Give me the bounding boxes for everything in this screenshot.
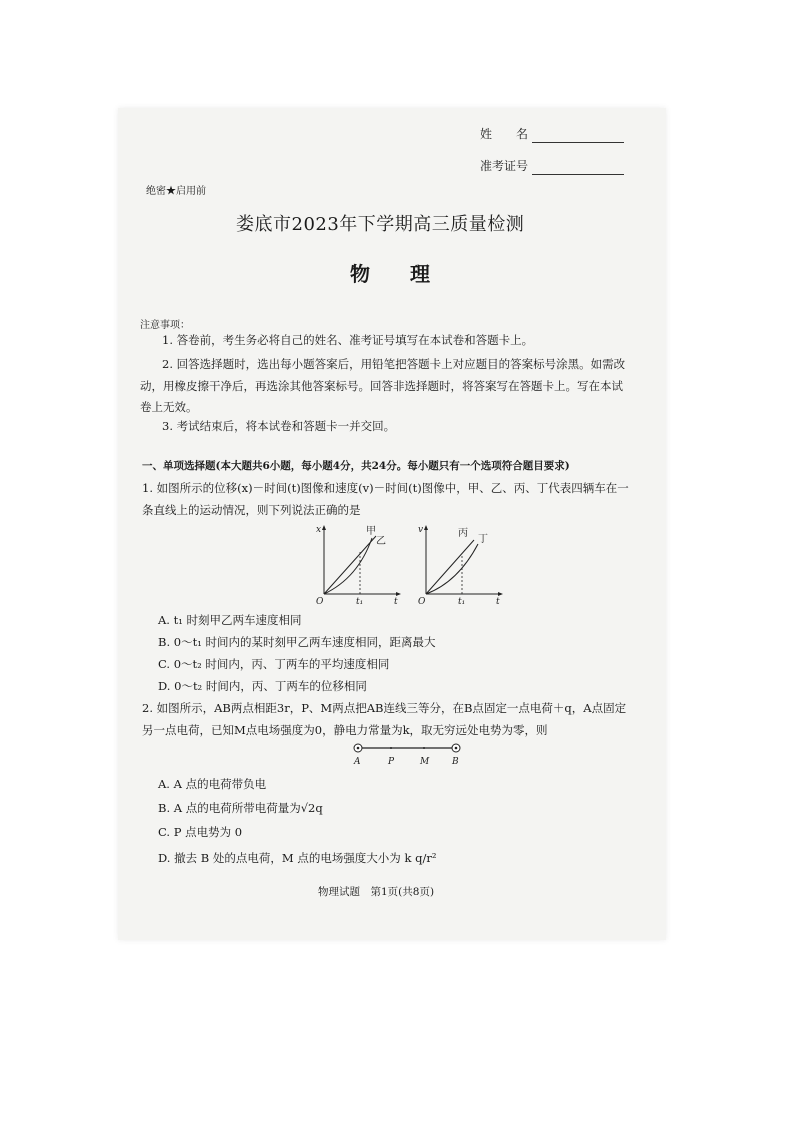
notice-item: 动，用橡皮擦干净后，再选涂其他答案标号。回答非选择题时，将答案写在答题卡上。写在本试 xyxy=(140,379,623,393)
point-p: P xyxy=(388,757,395,767)
label-jia: 甲 xyxy=(366,526,376,537)
point-b: B xyxy=(452,757,459,767)
left-y-label: x xyxy=(316,525,322,535)
q2-stem: 另一点电荷，已知M点电场强度为0，静电力常量为k，取无穷远处电势为零，则 xyxy=(142,723,548,737)
name-label: 姓 名 xyxy=(480,127,529,141)
exam-title: 娄底市2023年下学期高三质量检测 xyxy=(236,214,525,235)
q2-diagram xyxy=(346,740,466,768)
subject-title: 物 理 xyxy=(350,262,430,286)
point-m: M xyxy=(420,757,430,767)
q2-option-d: D. 撤去 B 处的点电荷，M 点的电场强度大小为 k q/r² xyxy=(158,851,437,865)
q1-graphs xyxy=(308,522,508,606)
point-a: A xyxy=(354,757,361,767)
page-footer: 物理试题 第1页(共8页) xyxy=(318,886,435,898)
notice-item: 3. 考试结束后，将本试卷和答题卡一并交回。 xyxy=(162,419,396,433)
q2-option-a: A. A 点的电荷带负电 xyxy=(158,777,267,791)
q1-stem: 条直线上的运动情况，则下列说法正确的是 xyxy=(142,503,361,517)
q1-option-c: C. 0～t₂ 时间内，丙、丁两车的平均速度相同 xyxy=(158,657,390,671)
id-row xyxy=(480,158,624,175)
label-bing: 丙 xyxy=(458,528,468,539)
label-yi: 乙 xyxy=(376,536,386,547)
id-label: 准考证号 xyxy=(480,159,529,173)
name-row xyxy=(480,126,624,143)
section-heading: 一、单项选择题(本大题共6小题，每小题4分，共24分。每小题只有一个选项符合题目要求) xyxy=(142,460,570,472)
q1-option-b: B. 0～t₁ 时间内的某时刻甲乙两车速度相同，距离最大 xyxy=(158,635,436,649)
id-blank[interactable] xyxy=(532,160,624,175)
right-tick: t₁ xyxy=(458,597,466,606)
notice-item: 卷上无效。 xyxy=(140,400,198,414)
right-y-label: v xyxy=(418,525,424,535)
name-blank[interactable] xyxy=(532,128,624,143)
label-ding: 丁 xyxy=(478,534,488,545)
left-origin: O xyxy=(316,597,324,606)
secret-mark: 绝密★启用前 xyxy=(146,186,206,197)
notice-heading: 注意事项： xyxy=(140,320,190,331)
notice-item: 1. 答卷前，考生务必将自己的姓名、准考证号填写在本试卷和答题卡上。 xyxy=(162,333,534,347)
q1-option-d: D. 0～t₂ 时间内，丙、丁两车的位移相同 xyxy=(158,679,367,693)
right-origin: O xyxy=(418,597,426,606)
q1-option-a: A. t₁ 时刻甲乙两车速度相同 xyxy=(158,613,302,627)
q2-option-c: C. P 点电势为 0 xyxy=(158,825,243,839)
exam-page xyxy=(118,108,666,940)
q2-option-b: B. A 点的电荷所带电荷量为√2q xyxy=(158,801,323,815)
q1-stem: 1. 如图所示的位移(x)－时间(t)图像和速度(v)－时间(t)图像中，甲、乙、丙、丁代表四辆车在一 xyxy=(142,481,629,495)
left-x-label: t xyxy=(394,597,398,606)
notice-item: 2. 回答选择题时，选出每小题答案后，用铅笔把答题卡上对应题目的答案标号涂黑。如需改 xyxy=(162,357,626,371)
q2-stem: 2. 如图所示，AB两点相距3r，P、M两点把AB连线三等分，在B点固定一点电荷＋q，A点固定 xyxy=(142,701,627,715)
left-tick: t₁ xyxy=(356,597,364,606)
right-x-label: t xyxy=(496,597,500,606)
